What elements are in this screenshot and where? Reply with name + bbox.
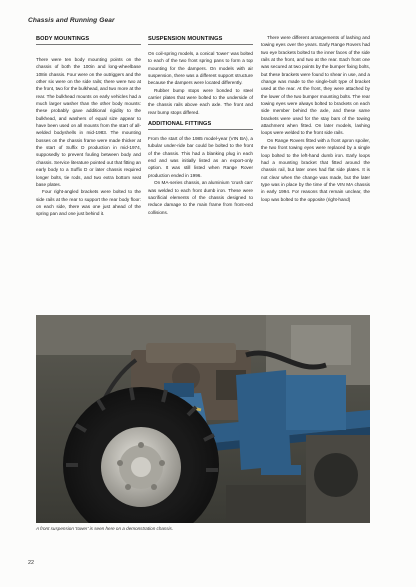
paragraph: Four right-angled brackets were bolted to the side rails at the rear to support the rear body floor: on each side, there was one just ahead of the spring pan and one just behind it. (36, 189, 141, 217)
section-heading-additional-fittings: ADDITIONAL FITTINGS (148, 121, 253, 130)
column-towing-eyes (261, 34, 370, 203)
running-head: Chassis and Running Gear (28, 17, 115, 24)
page-number: 22 (28, 560, 34, 566)
column-body-mountings (36, 36, 141, 218)
section-heading-suspension-mountings: SUSPENSION MOUNTINGS (148, 36, 253, 45)
section-heading-body-mountings: BODY MOUNTINGS (36, 36, 141, 45)
photo-caption: A front suspension ‘tower’ is seen here on a demonstration chassis. (36, 526, 174, 531)
paragraph: On MA-series chassis, an aluminium ‘crush can’ was welded to each front dumb iron. These were sacrificial elements of the chassis designed to reduce damage to the main frame from front-end collisions. (148, 180, 253, 215)
paragraph: On Range Rovers fitted with a front apron spoiler, the two front towing eyes were replaced by a single loop bolted to the left-hand dumb iron. Early loops had a mounting bracket that fitted around the chassis rail, but later ones had flat side plates. It is not clear when the change was made, but the later type was in place by the time of the VIN MA chassis in early 1994. For reasons that remain unclear, the loop was bolted to the opposite (right-hand) (261, 137, 370, 202)
column-suspension-mountings (148, 36, 253, 216)
paragraph: There were ten body mounting points on the chassis of both the 100in and long-wheelbase 108in chassis. Four were on the outriggers and the other six were on the side rails; there were two at the front, two for the bulkhead, and two more at the rear. The bulkhead mounts on early vehicles had a much larger washer than the other body mounts: these probably gave additional rigidity to the bulkhead, and washers of equal size appear to have been used on all mounts from the start of all-welded bodyshells in mid-1983. The mounting bosses on the chassis frame were made thicker at the start of Suffix D production in mid-1974, supposedly to prevent fouling between body and chassis. Service literature pointed out that fitting an early body to a Suffix D or later chassis required longer bolts, tie rods, and two extra bottom seat base plates. (36, 57, 141, 187)
chassis-photo (36, 315, 370, 523)
paragraph: Rubber bump stops were bonded to steel carrier plates that were bolted to the underside of the chassis rails above each axle. The front and rear bump stops differed. (148, 87, 253, 115)
paragraph: On coil-spring models, a conical ‘tower’ was bolted to each of the two front spring pans to form a top mounting for the dampers. On models with air suspension, there was a different support structure because the dampers were located differently. (148, 51, 253, 86)
paragraph: From the start of the 1985 model-year (VIN BA), a tubular under-ride bar could be bolted to the front of the chassis. This had a blanking plug in each end and was initially listed as an export-only option. It was still listed when Range Rover production ended in 1996. (148, 136, 253, 178)
paragraph: There were different arrangements of lashing and towing eyes over the years. Early Range Rovers had two eye brackets bolted to the inner faces of the side rails at the front, and two at the rear. Each front one was secured at two points by the bumper fixing bolts, but these brackets were found to shear in use, and a change was made to the single-bolt type of bracket used at the rear. At the front, they were attached by the lower of the two bumper mounting bolts. The rear towing eyes were always bolted to brackets on each side member behind the axle, and these same brackets were used for the stay bars of the towing attachment when fitted. On later models, lashing loops were welded to the front side rails. (261, 35, 370, 136)
chassis-photo-illustration (36, 315, 370, 523)
